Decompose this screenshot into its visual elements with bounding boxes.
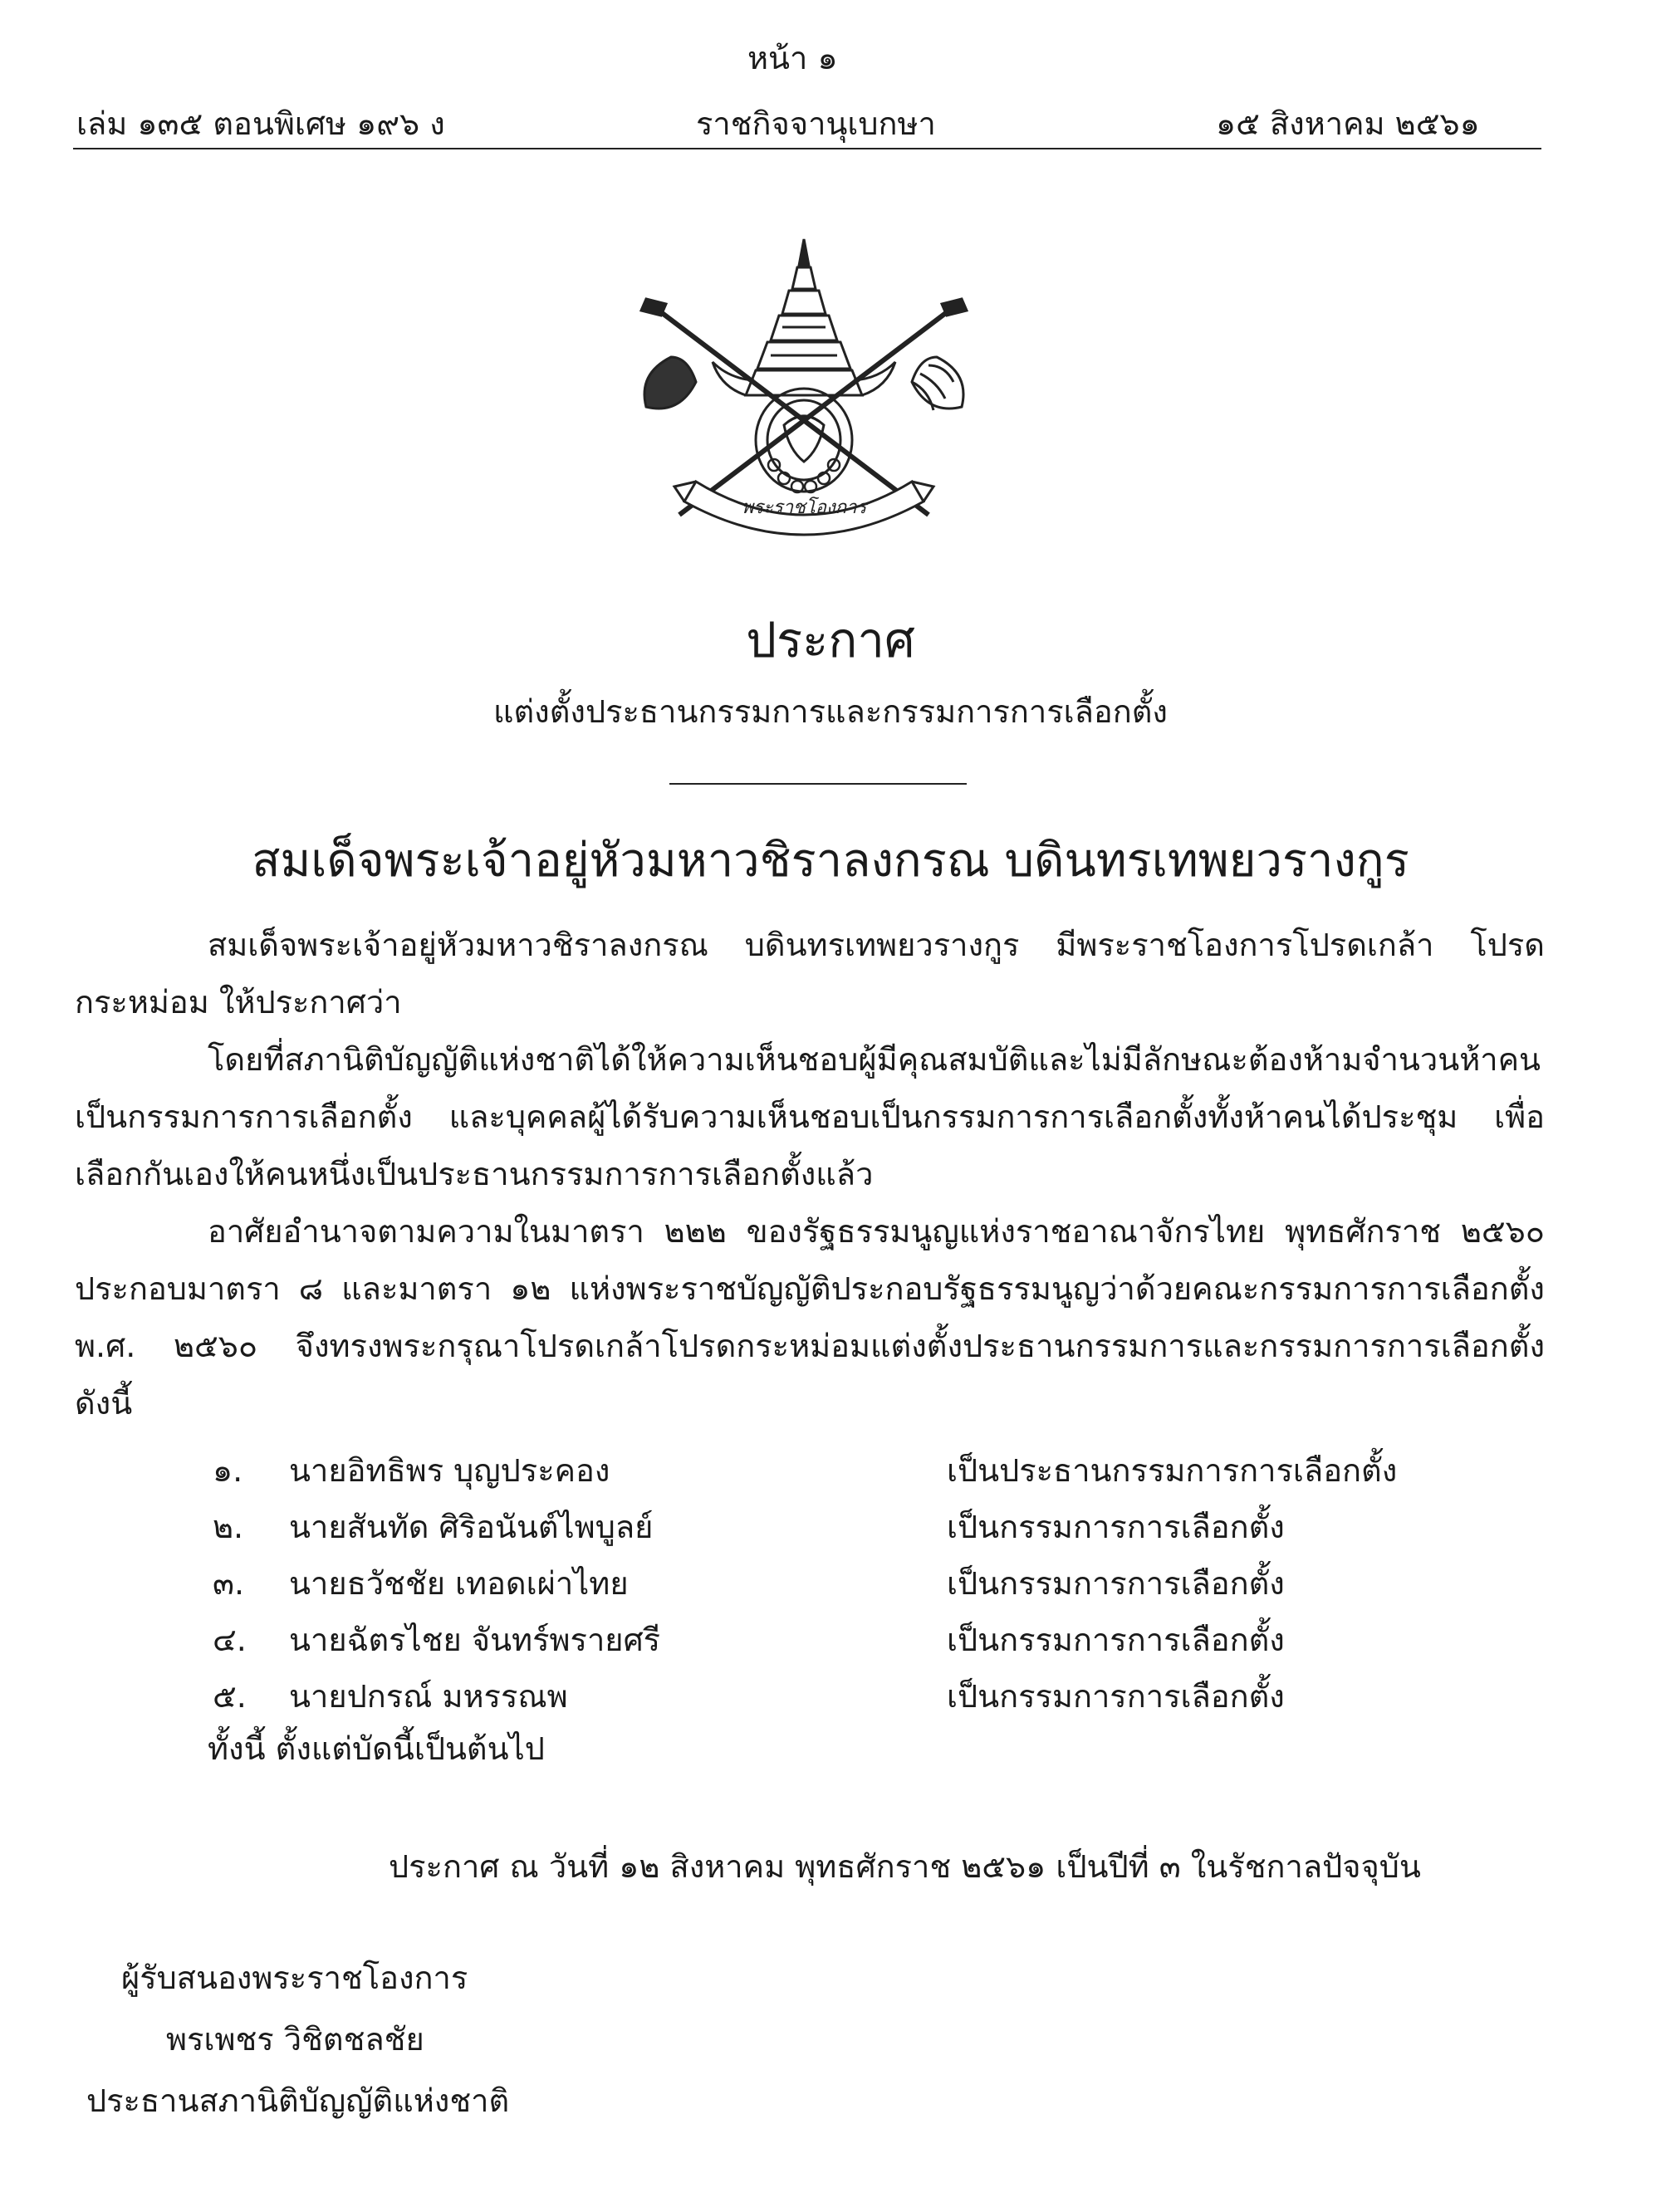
appointee-role: เป็นกรรมการการเลือกตั้ง xyxy=(947,1565,1285,1602)
appointee-role: เป็นกรรมการการเลือกตั้ง xyxy=(947,1622,1285,1658)
item-number: ๒. xyxy=(213,1509,244,1545)
list-item xyxy=(0,1671,1661,1715)
appointee-role: เป็นกรรมการการเลือกตั้ง xyxy=(947,1509,1285,1545)
paragraph-background: โดยที่สภานิติบัญญัติแห่งชาติได้ให้ความเห็นชอบผู้มีคุณสมบัติและไม่มีลักษณะต้องห้ามจำนวนห้าคน เป็นกรรมการการเลือกตั้ง และบุคคลผู้ได้รับความเห็นชอบเป็นกรรมการการเลือกตั้งทั้งห้าคนได้ประชุม เพื่อเลือกกันเองให้คนหนึ่งเป็นประธานกรรมการการเลือกตั้งแล้ว xyxy=(75,1041,1545,1192)
list-item xyxy=(0,1614,1661,1656)
effective-clause: ทั้งนี้ ตั้งแต่บัดนี้เป็นต้นไป xyxy=(208,1730,545,1767)
list-item xyxy=(0,1558,1661,1602)
publication-name: ราชกิจจานุเบกษา xyxy=(696,105,936,142)
list-item xyxy=(0,1501,1661,1543)
royal-emblem-icon xyxy=(613,232,995,540)
appointee-role: เป็นกรรมการการเลือกตั้ง xyxy=(947,1678,1285,1715)
appointee-name: นายธวัชชัย เทอดเผ่าไทย xyxy=(289,1565,629,1602)
appointee-name: นายสันทัด ศิริอนันต์ไพบูลย์ xyxy=(289,1509,654,1545)
item-number: ๑. xyxy=(213,1452,243,1489)
emblem-ribbon-text: พระราชโองการ xyxy=(741,497,867,518)
countersign-name: พรเพชร วิชิตชลชัย xyxy=(166,2021,424,2058)
item-number: ๓. xyxy=(213,1565,245,1602)
paragraph-authority: อาศัยอำนาจตามความในมาตรา ๒๒๒ ของรัฐธรรมนูญแห่งราชอาณาจักรไทย พุทธศักราช ๒๕๖๐ ประกอบมาตรา ๘ และมาตรา ๑๒ แห่งพระราชบัญญัติประกอบรัฐธรรมนูญว่าด้วยคณะกรรมการการเลือกตั้ง พ.ศ. ๒๕๖๐ จึงทรงพระกรุณาโปรดเกล้าโปรดกระหม่อมแต่งตั้งประธานกรรมการและกรรมการการเลือกตั้ง ดังนี้ xyxy=(75,1213,1545,1422)
paragraph-proclamation: สมเด็จพระเจ้าอยู่หัวมหาวชิราลงกรณ บดินทรเทพยวรางกูร มีพระราชโองการโปรดเกล้า โปรดกระหม่อม ให้ประกาศว่า xyxy=(75,927,1545,1020)
appointee-role: เป็นประธานกรรมการการเลือกตั้ง xyxy=(947,1452,1398,1489)
monarch-title: สมเด็จพระเจ้าอยู่หัวมหาวชิราลงกรณ บดินทรเทพยวรางกูร xyxy=(252,834,1409,888)
page-number: หน้า ๑ xyxy=(747,40,838,76)
publication-date: ๑๕ สิงหาคม ๒๕๖๑ xyxy=(1216,105,1480,142)
announcement-subtitle: แต่งตั้งประธานกรรมการและกรรมการการเลือกตั้ง xyxy=(493,693,1168,730)
appointee-name: นายอิทธิพร บุญประคอง xyxy=(289,1452,610,1489)
announcement-title: ประกาศ xyxy=(746,612,915,668)
volume-issue: เล่ม ๑๓๕ ตอนพิเศษ ๑๙๖ ง xyxy=(76,105,445,142)
countersign-label: ผู้รับสนองพระราชโองการ xyxy=(121,1960,468,1996)
list-item xyxy=(0,1445,1661,1489)
announcement-date: ประกาศ ณ วันที่ ๑๒ สิงหาคม พุทธศักราช ๒๕๖๑ เป็นปีที่ ๓ ในรัชกาลปัจจุบัน xyxy=(389,1848,1421,1885)
item-number: ๔. xyxy=(213,1622,247,1658)
appointee-name: นายปกรณ์ มหรรณพ xyxy=(289,1678,568,1715)
appointee-name: นายฉัตรไชย จันทร์พรายศรี xyxy=(289,1622,661,1658)
header-rule xyxy=(73,148,1541,149)
item-number: ๕. xyxy=(213,1678,247,1715)
title-separator xyxy=(669,783,967,785)
body-text xyxy=(75,917,1545,1432)
countersign-position: ประธานสภานิติบัญญัติแห่งชาติ xyxy=(86,2082,510,2119)
